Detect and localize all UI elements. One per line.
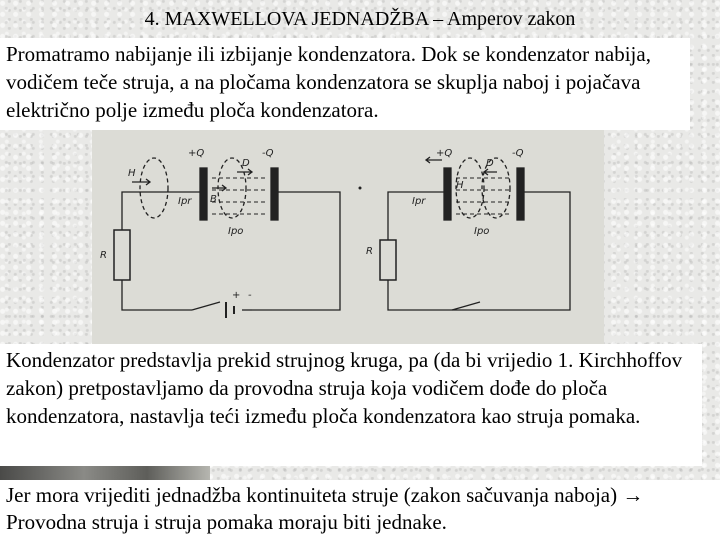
left-plus-q: +Q [188, 148, 205, 159]
right-ipo-label: Ipo [474, 226, 490, 237]
left-circuit [114, 158, 340, 318]
left-minus-q: -Q [262, 148, 274, 159]
left-ipo-label: Ipo [228, 226, 244, 237]
photo-strip [0, 466, 210, 480]
right-d-label: D [486, 158, 494, 169]
right-h-label: H [456, 180, 464, 191]
right-r-label: R [366, 246, 373, 257]
left-r-label: R [100, 250, 107, 261]
circuit-diagram [92, 130, 604, 344]
dot-marker [359, 187, 362, 190]
right-plus-q: +Q [436, 148, 453, 159]
right-minus-q: -Q [512, 148, 524, 159]
left-ipr-label: Ipr [178, 196, 192, 207]
conclusion-text: Jer mora vrijediti jednadžba kontinuiteta struje (zakon sačuvanja naboja) → Provodna struja i struja pomaka moraju biti jednake. [0, 480, 720, 540]
battery-plus-label: + [232, 290, 241, 301]
left-circuit-labels [100, 148, 274, 301]
right-ipr-label: Ipr [412, 196, 426, 207]
intro-text: Promatramo nabijanje ili izbijanje kondenzatora. Dok se kondenzator nabija, vodičem teče struja, a na pločama kondenzatora se skuplja naboj i pojačava električno polje između ploča kondenzatora. [0, 38, 690, 130]
left-h-label: H [128, 168, 136, 179]
left-b-label: B [210, 194, 217, 205]
left-d-label: D [242, 158, 250, 169]
explanation-text: Kondenzator predstavlja prekid strujnog kruga, pa (da bi vrijedio 1. Kirchhoffov zakon) pretpostavljamo da provodna struja koja vodičem dođe do ploča kondenzatora, nastavlja teći između ploča kondenzatora kao struja pomaka. [0, 344, 702, 466]
battery-minus-label: - [248, 290, 252, 301]
slide-title: 4. MAXWELLOVA JEDNADŽBA – Amperov zakon [144, 8, 576, 30]
